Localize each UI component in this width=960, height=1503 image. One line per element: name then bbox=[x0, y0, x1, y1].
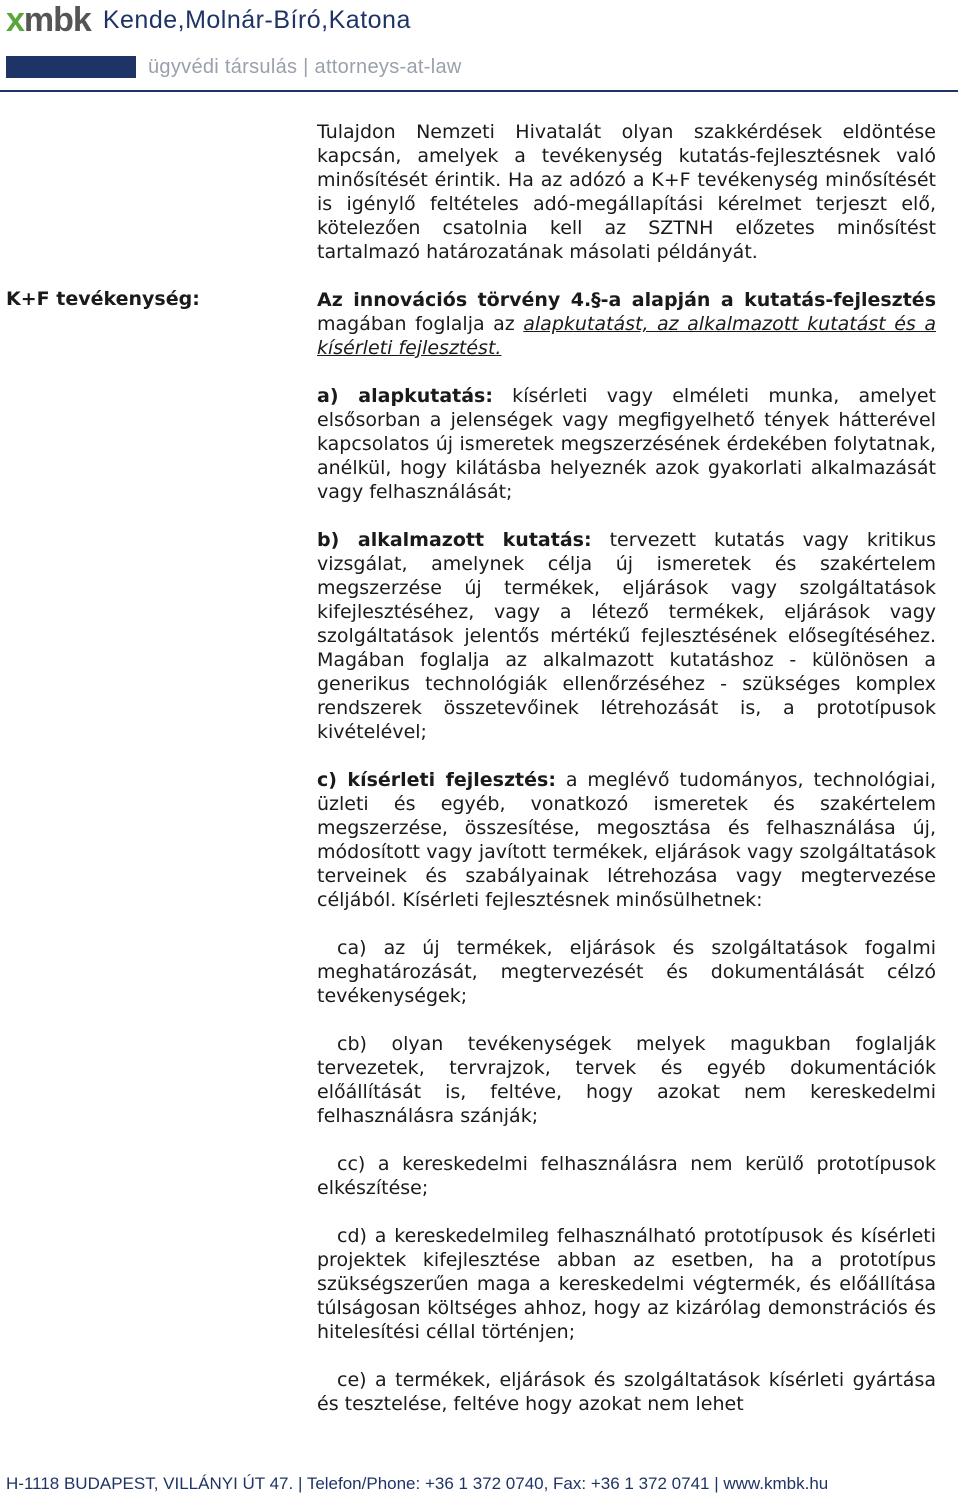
document-body bbox=[317, 120, 936, 1440]
paragraph-intro: Tulajdon Nemzeti Hivatalát olyan szakkérdések eldöntése kapcsán, amelyek a tevékenység kutatás-fejlesztésnek való minősítését érintik. Ha az adózó a K+F tevékenység minősítését is igénylő feltételes adó-megállapítási kérelmet terjeszt elő, kötelezően csatolnia kell az SZTNH előzetes minősítést tartalmazó határozatának másolati példányát. bbox=[317, 121, 936, 263]
footer-separator: | bbox=[714, 1474, 719, 1493]
definition-underlined: alapkutatást, az alkalmazott kutatást és a kísérleti fejlesztést. bbox=[317, 313, 936, 359]
letterhead bbox=[0, 0, 960, 95]
paragraph-cd: cd) a kereskedelmileg felhasználható prototípusok és kísérleti projektek kifejlesztése abban az esetben, ha a prototípus szükségszerűen maga a kereskedelmi végtermék, és előállítása túlságosan költséges ahhoz, hogy az kizárólag demonstrációs és hitelesítési céllal történjen; bbox=[317, 1225, 936, 1343]
paragraph-c: c) kísérleti fejlesztés: a meglévő tudományos, technológiai, üzleti és egyéb, vonatkozó ismeretek és szakértelem megszerzése, összesítése, megosztása és felhasználása új, módosított vagy javított termékek, eljárások vagy szolgáltatások terveinek és szabályainak létrehozása vagy megtervezése céljából. Kísérleti fejlesztésnek minősülhetnek: bbox=[317, 769, 936, 911]
definition-bold: Az innovációs törvény 4.§-a alapján a kutatás-fejlesztés bbox=[317, 289, 936, 311]
section-label: K+F tevékenység: bbox=[6, 288, 200, 310]
paragraph-a: a) alapkutatás: kísérleti vagy elméleti munka, amelyet elsősorban a jelenségek vagy megfigyelhető tények hátterével kapcsolatos új ismeretek megszerzésének érdekében folytatnak, anélkül, hogy kilátásba helyeznék azok gyakorlati alkalmazását vagy felhasználását; bbox=[317, 385, 936, 503]
logo-mark: xmbk bbox=[6, 0, 91, 39]
logo-x-mark: x bbox=[6, 0, 24, 39]
tagline: ügyvédi társulás | attorneys-at-law bbox=[148, 55, 462, 78]
paragraph-cb: cb) olyan tevékenységek melyek magukban foglalják tervezetek, tervrajzok, tervek és egyéb dokumentációk előállítását is, feltéve, hogy azokat nem kereskedelmi felhasználásra szánják; bbox=[317, 1033, 936, 1127]
term-a: a) alapkutatás: bbox=[317, 385, 493, 407]
paragraph-definition: Az innovációs törvény 4.§-a alapján a kutatás-fejlesztés magában foglalja az alapkutatást, az alkalmazott kutatást és a kísérleti fejlesztést. bbox=[317, 289, 936, 359]
paragraph-b: b) alkalmazott kutatás: tervezett kutatás vagy kritikus vizsgálat, amelynek célja új ismeretek és szakértelem megszerzése új termékek, eljárások vagy szolgáltatások kifejlesztéséhez, vagy a létező termékek, eljárások vagy szolgáltatások jelentős mértékű fejlesztésének elősegítéséhez. Magában foglalja az alkalmazott kutatáshoz - különösen a generikus technológiák ellenőrzéséhez - szükséges komplex rendszerek összetevőinek létrehozását is, a prototípusok kivételével; bbox=[317, 529, 937, 743]
footer-website[interactable]: www.kmbk.hu bbox=[723, 1474, 829, 1493]
tagline-bar bbox=[6, 56, 136, 78]
term-c: c) kísérleti fejlesztés: bbox=[317, 769, 556, 791]
paragraph-cc: cc) a kereskedelmi felhasználásra nem kerülő prototípusok elkészítése; bbox=[317, 1153, 936, 1199]
logo bbox=[6, 2, 411, 38]
footer-phone: Telefon/Phone: +36 1 372 0740, Fax: +36 1 372 0741 bbox=[306, 1474, 710, 1493]
paragraph-ca: ca) az új termékek, eljárások és szolgáltatások fogalmi meghatározását, megtervezését és dokumentálását célzó tevékenységek; bbox=[317, 937, 936, 1007]
footer bbox=[6, 1474, 828, 1494]
paragraph-ce: ce) a termékek, eljárások és szolgáltatások kísérleti gyártása és tesztelése, feltéve hogy azokat nem lehet bbox=[317, 1369, 936, 1415]
footer-separator: | bbox=[297, 1474, 303, 1493]
term-b: b) alkalmazott kutatás: bbox=[317, 529, 592, 551]
tagline-row bbox=[6, 55, 462, 79]
header-divider bbox=[0, 90, 958, 92]
footer-address: H-1118 BUDAPEST, VILLÁNYI ÚT 47. bbox=[6, 1474, 294, 1493]
firm-name: Kende,Molnár-Bíró,Katona bbox=[102, 5, 411, 34]
